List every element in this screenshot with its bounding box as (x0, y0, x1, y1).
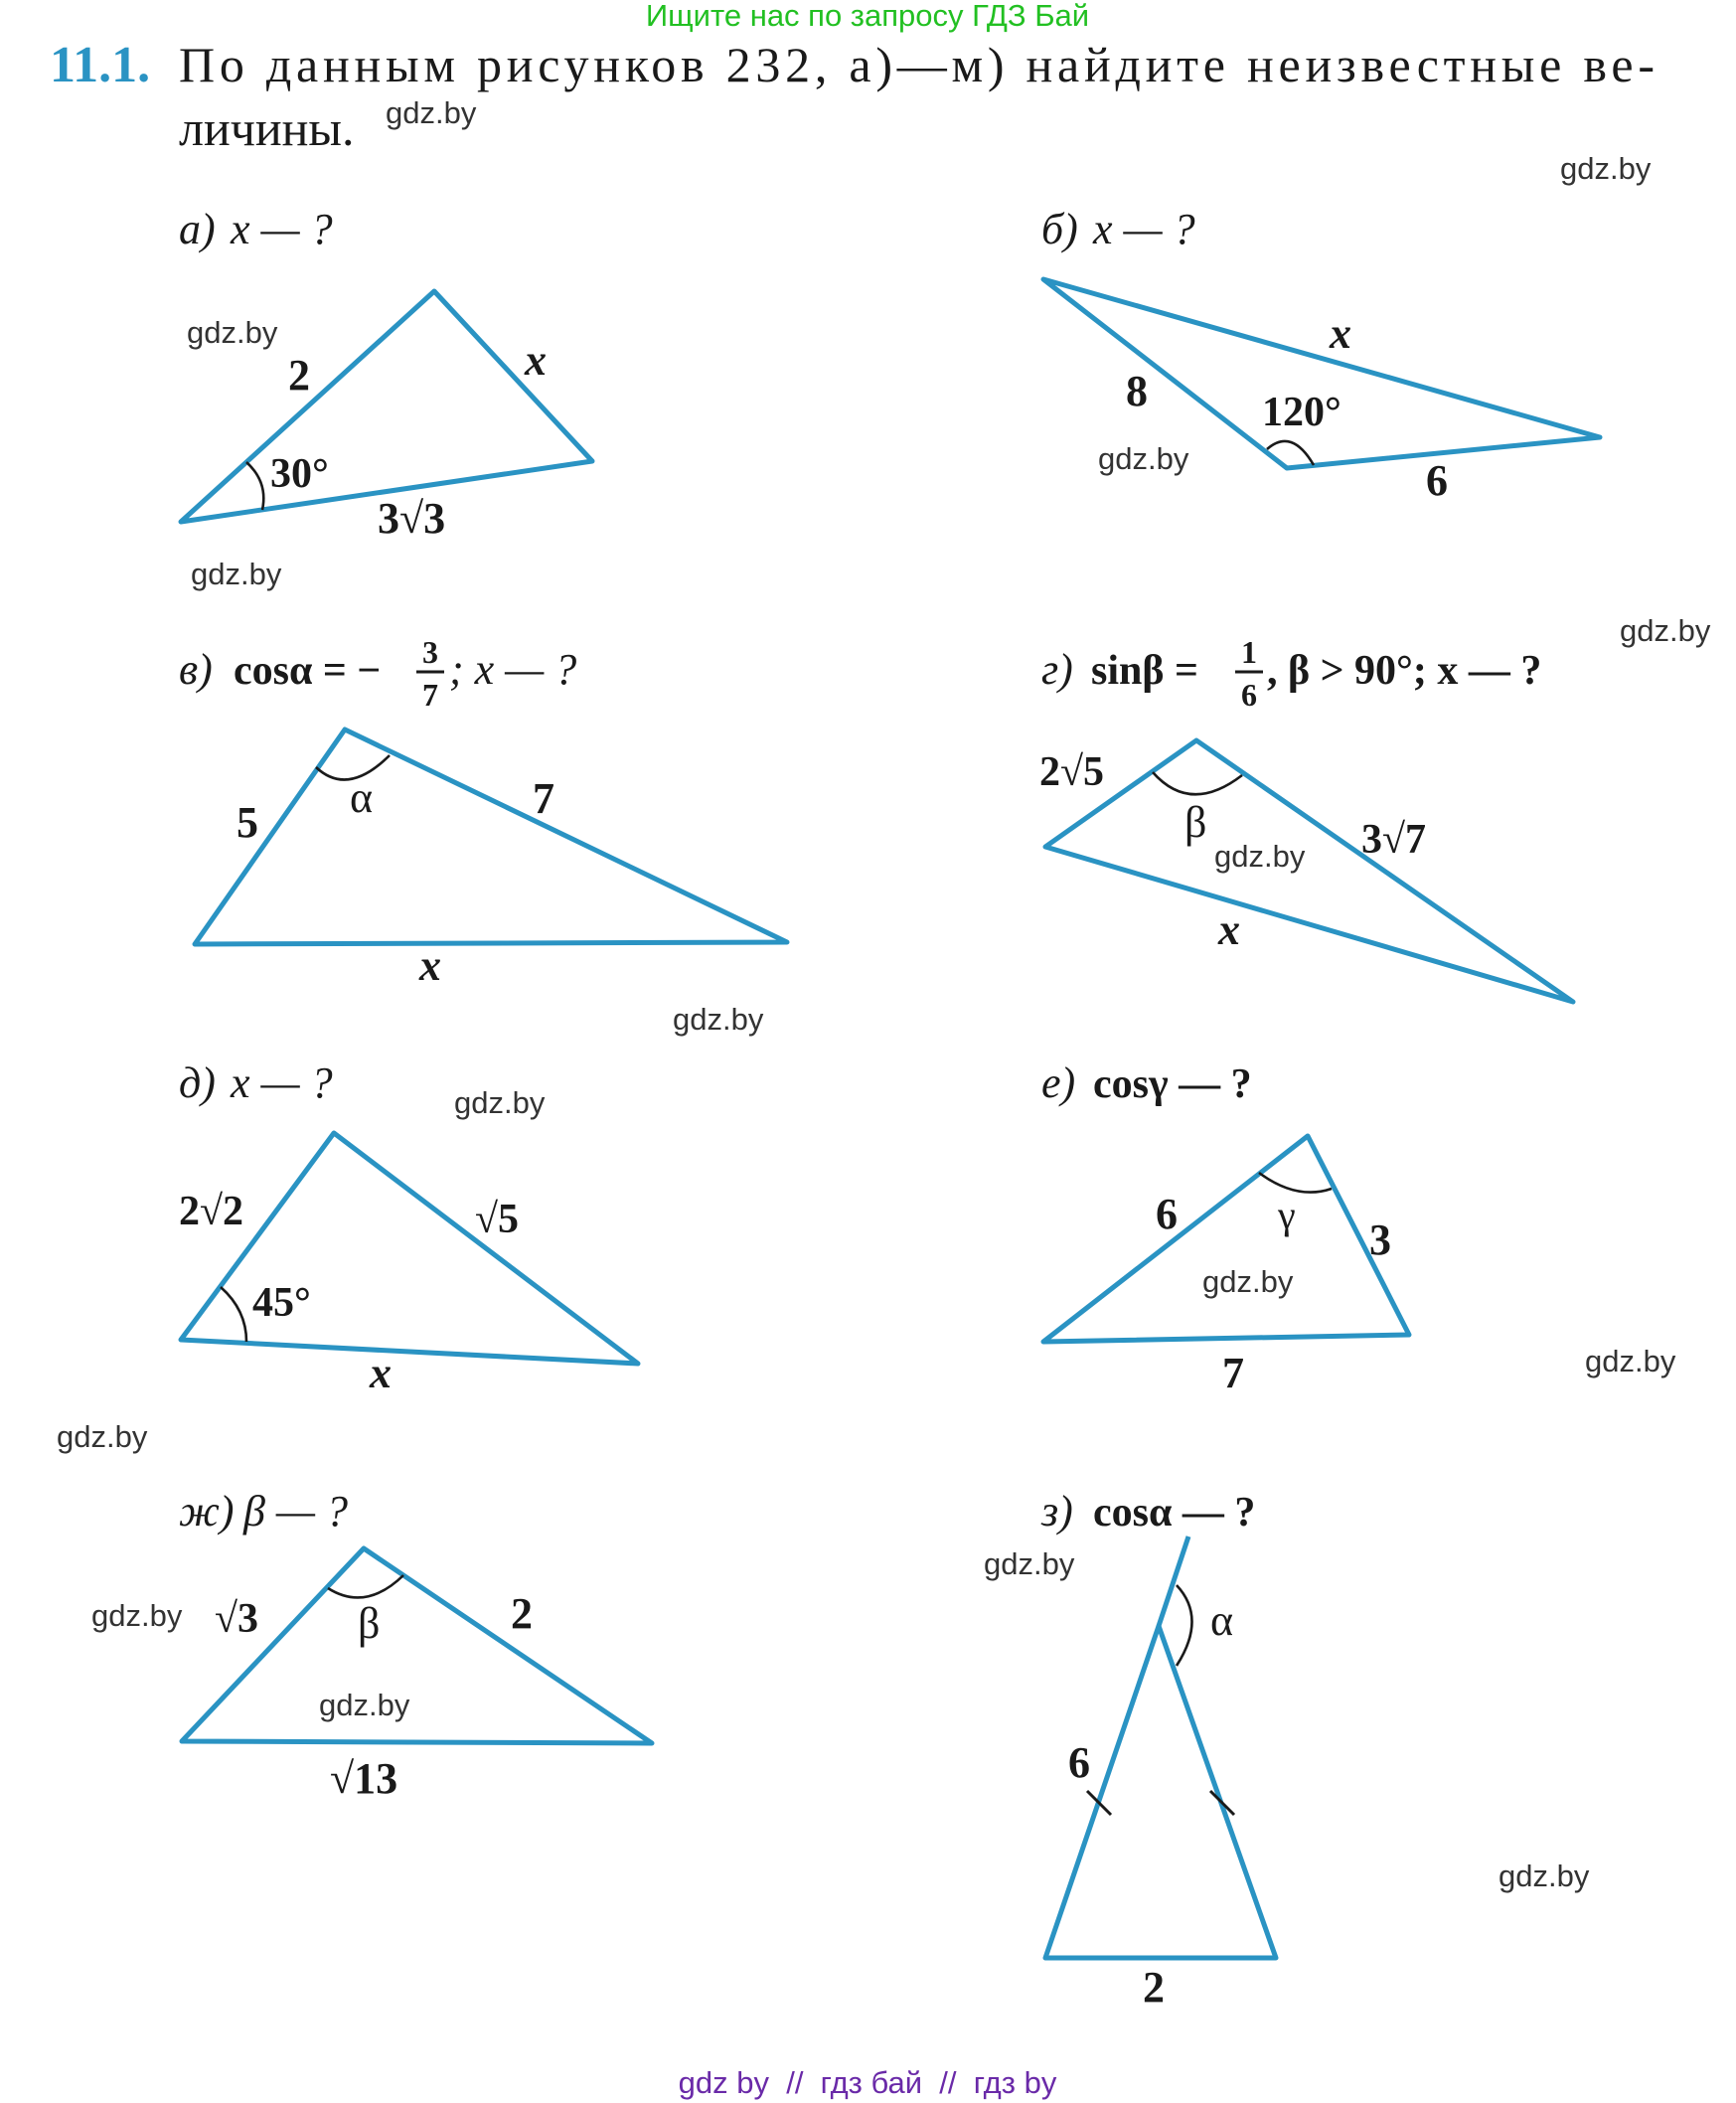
figure-b-question: x — ? (1093, 205, 1195, 253)
figure-e-angle-label: γ (1278, 1193, 1296, 1237)
figure-zh-angle-arc (328, 1575, 403, 1597)
figure-v-side-right: 7 (533, 774, 554, 823)
figure-b-side-left: 8 (1126, 367, 1148, 415)
watermark: gdz.by (57, 1419, 148, 1454)
figure-z (1040, 1487, 1276, 2012)
figure-z-extension-line (1159, 1537, 1188, 1626)
figure-e (1041, 1058, 1409, 1397)
figure-v-frac-num: 3 (422, 634, 438, 670)
figure-z-angle-label: α (1210, 1596, 1234, 1645)
figure-g-frac-num: 1 (1241, 634, 1257, 670)
figure-e-triangle (1043, 1136, 1409, 1342)
watermark: gdz.by (1620, 613, 1711, 648)
figure-e-side-left: 6 (1156, 1190, 1178, 1238)
figure-z-triangle (1045, 1626, 1276, 1958)
figure-z-letter: з) (1041, 1487, 1073, 1536)
figure-v-side-base: x (419, 941, 441, 990)
figure-zh-side-left: √3 (215, 1596, 259, 1642)
figure-a-question: x — ? (231, 205, 333, 253)
figure-d-triangle (181, 1133, 638, 1364)
figure-d-angle-arc (221, 1287, 246, 1342)
figure-b-angle-label: 120° (1262, 390, 1341, 435)
figure-g-condition: sinβ = (1091, 648, 1198, 694)
figure-b-side-top: x (1330, 309, 1351, 358)
figure-z-question: cosα — ? (1093, 1490, 1256, 1536)
figure-e-question: cosγ — ? (1093, 1061, 1252, 1107)
watermark: gdz.by (187, 315, 278, 350)
watermark: gdz.by (454, 1085, 546, 1120)
figure-z-side-left: 6 (1068, 1738, 1090, 1787)
problem-text-line-1: По данным рисунков 232, а)—м) найдите неизвестные ве- (179, 37, 1656, 92)
figure-g-frac-den: 6 (1241, 677, 1257, 713)
watermark: gdz.by (1098, 441, 1189, 476)
footer-links[interactable]: gdz by // гдз бай // гдз by (678, 2065, 1057, 2100)
figure-zh-side-right: 2 (511, 1589, 533, 1638)
figure-d-question: x — ? (231, 1058, 333, 1107)
figure-zh-letter: ж) (179, 1487, 235, 1536)
figure-zh-question: β — ? (243, 1487, 349, 1536)
top-banner[interactable]: Ищите нас по запросу ГДЗ Бай (645, 0, 1090, 33)
figure-g-side-base: x (1218, 905, 1240, 954)
figure-d-angle-label: 45° (252, 1280, 311, 1326)
figure-a-letter: а) (179, 205, 216, 253)
figure-d-side-base: x (370, 1349, 392, 1397)
figure-v-letter: в) (179, 645, 213, 694)
watermark: gdz.by (91, 1598, 183, 1633)
watermark: gdz.by (1214, 839, 1306, 874)
watermark: gdz.by (1499, 1859, 1590, 1893)
figure-a (179, 205, 592, 543)
figure-d-side-left: 2√2 (179, 1189, 244, 1234)
figure-g-question: , β > 90°; x — ? (1267, 648, 1542, 694)
figure-g-triangle (1045, 740, 1573, 1002)
watermark: gdz.by (386, 95, 477, 130)
figure-e-side-base: 7 (1222, 1349, 1244, 1397)
figure-g (1039, 634, 1573, 1002)
figure-g-angle-arc (1153, 772, 1242, 794)
figure-v-question: ; x — ? (449, 645, 577, 694)
figure-v-angle-label: α (350, 773, 374, 822)
problem-text-line-2: личины. (179, 100, 355, 156)
figure-d-side-right: √5 (475, 1197, 520, 1242)
figure-v-triangle (195, 729, 787, 944)
figure-z-side-base: 2 (1143, 1963, 1165, 2012)
figure-a-side-left: 2 (288, 351, 310, 400)
figure-a-side-base: 3√3 (378, 494, 446, 543)
watermark: gdz.by (1560, 151, 1652, 186)
problem-number: 11.1. (50, 37, 151, 93)
figure-d-letter: д) (179, 1058, 216, 1107)
figure-e-side-right: 3 (1369, 1215, 1391, 1264)
figure-zh-side-base: √13 (330, 1754, 398, 1803)
watermark: gdz.by (319, 1688, 410, 1722)
figure-a-angle-arc (246, 462, 263, 510)
figure-b-side-bottom: 6 (1426, 456, 1448, 505)
figure-d (179, 1058, 638, 1397)
figure-b-angle-arc (1267, 441, 1314, 465)
figure-v-condition: cosα = − (234, 648, 382, 694)
figure-v-side-left: 5 (237, 798, 258, 847)
watermark: gdz.by (1585, 1344, 1676, 1378)
figure-a-angle-label: 30° (270, 451, 329, 497)
figure-v-frac-den: 7 (422, 677, 438, 713)
figure-g-angle-label: β (1184, 798, 1207, 847)
figure-g-side-right: 3√7 (1361, 817, 1427, 863)
figure-b-letter: б) (1041, 205, 1078, 253)
figure-g-letter: г) (1041, 645, 1073, 694)
figure-a-side-right: x (525, 336, 547, 385)
figure-zh (179, 1487, 652, 1803)
figure-e-angle-arc (1259, 1173, 1332, 1193)
watermark: gdz.by (191, 557, 282, 591)
figure-v (179, 634, 787, 990)
figure-zh-triangle (182, 1548, 652, 1743)
figure-g-side-left: 2√5 (1039, 749, 1105, 795)
figure-z-angle-arc (1177, 1585, 1192, 1666)
watermark: gdz.by (1202, 1264, 1294, 1299)
watermark: gdz.by (673, 1002, 764, 1037)
figure-e-letter: е) (1041, 1058, 1076, 1107)
figure-zh-angle-label: β (358, 1599, 381, 1648)
watermark: gdz.by (984, 1546, 1075, 1581)
